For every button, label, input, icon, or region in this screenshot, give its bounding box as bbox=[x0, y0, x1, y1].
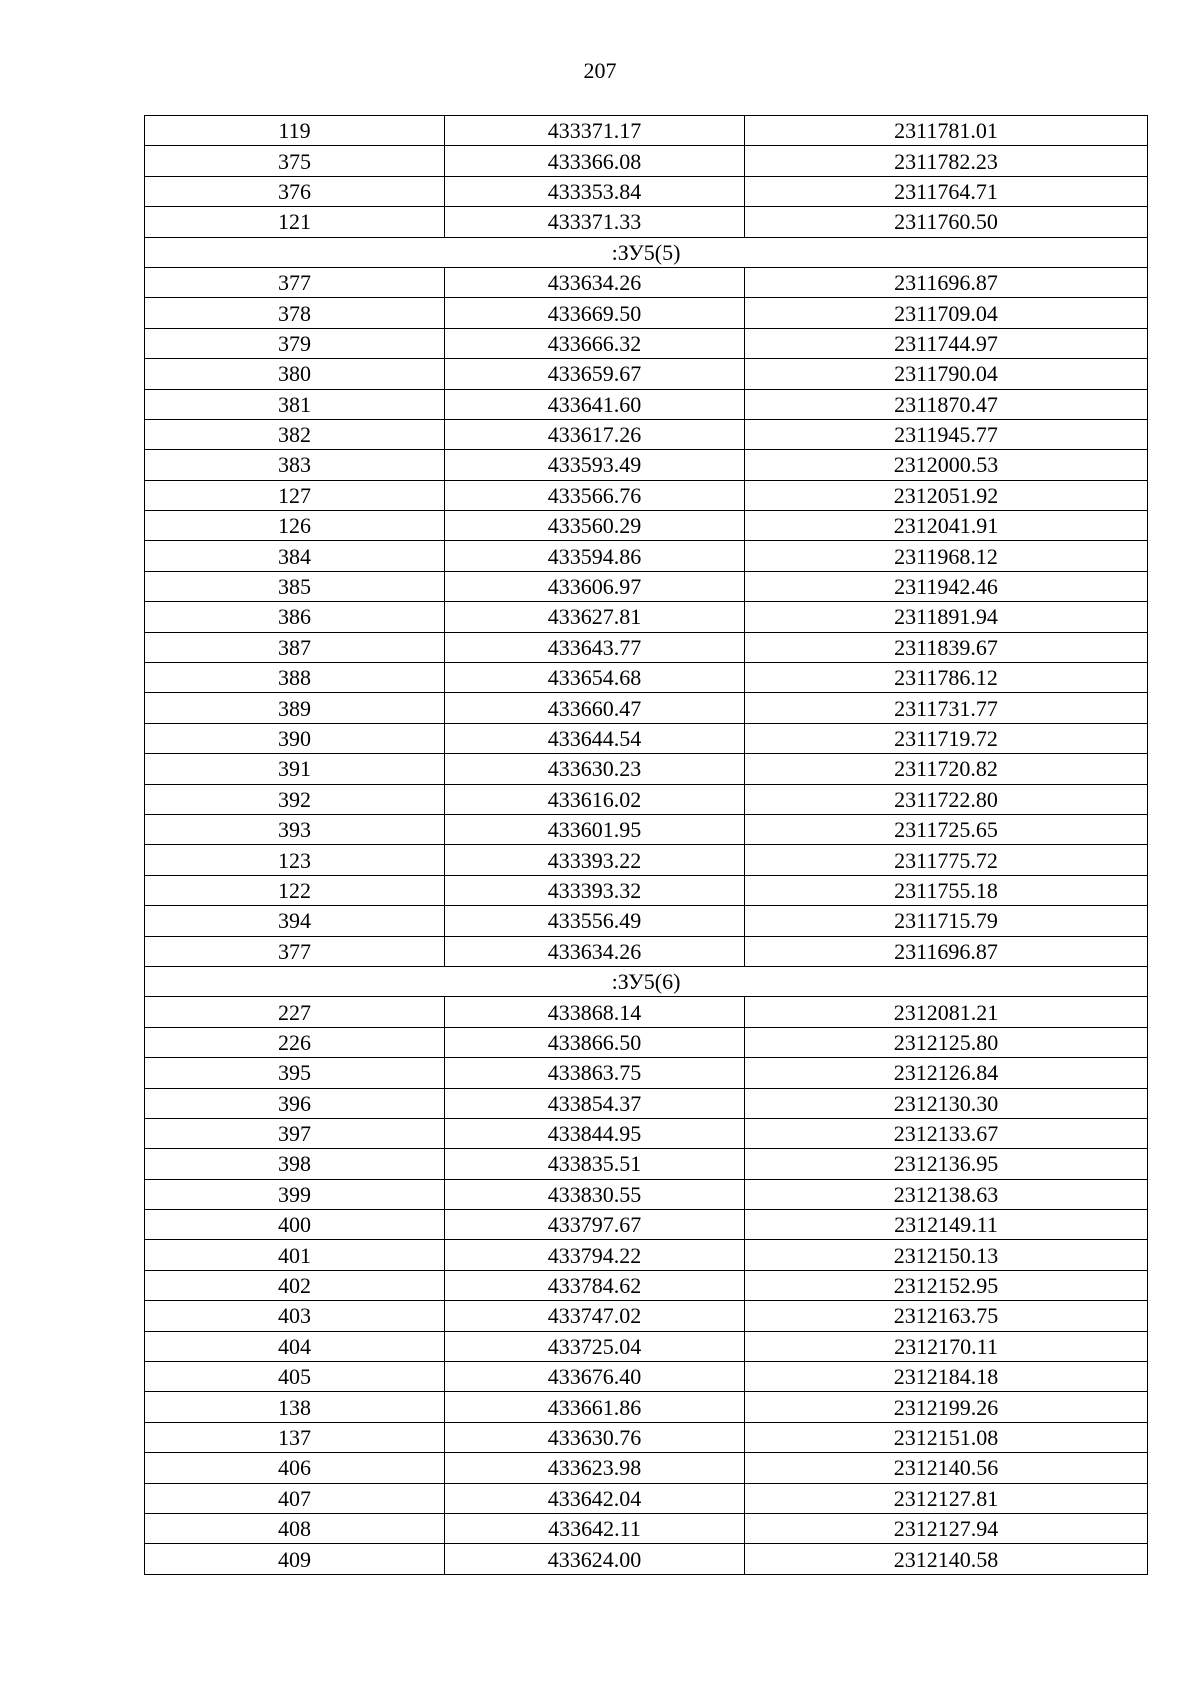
y-coordinate-cell: 2311870.47 bbox=[745, 389, 1148, 419]
table-row bbox=[145, 116, 1148, 146]
x-coordinate-cell: 433642.11 bbox=[445, 1513, 745, 1543]
table-row bbox=[145, 328, 1148, 358]
y-coordinate-cell: 2312125.80 bbox=[745, 1027, 1148, 1057]
x-coordinate-cell: 433641.60 bbox=[445, 389, 745, 419]
table-row bbox=[145, 663, 1148, 693]
page-number: 207 bbox=[583, 58, 617, 83]
y-coordinate-cell: 2312140.58 bbox=[745, 1544, 1148, 1574]
y-coordinate-cell: 2311731.77 bbox=[745, 693, 1148, 723]
x-coordinate-cell: 433661.86 bbox=[445, 1392, 745, 1422]
table-row bbox=[145, 359, 1148, 389]
x-coordinate-cell: 433659.67 bbox=[445, 359, 745, 389]
table-row bbox=[145, 784, 1148, 814]
y-coordinate-cell: 2312136.95 bbox=[745, 1149, 1148, 1179]
y-coordinate-cell: 2312138.63 bbox=[745, 1179, 1148, 1209]
table-row bbox=[145, 997, 1148, 1027]
x-coordinate-cell: 433642.04 bbox=[445, 1483, 745, 1513]
x-coordinate-cell: 433617.26 bbox=[445, 419, 745, 449]
x-coordinate-cell: 433366.08 bbox=[445, 146, 745, 176]
x-coordinate-cell: 433623.98 bbox=[445, 1453, 745, 1483]
point-number-cell: 119 bbox=[145, 116, 445, 146]
section-label: :ЗУ5(6) bbox=[145, 966, 1148, 996]
point-number-cell: 137 bbox=[145, 1422, 445, 1452]
table-row bbox=[145, 207, 1148, 237]
x-coordinate-cell: 433634.26 bbox=[445, 267, 745, 297]
table-row bbox=[145, 906, 1148, 936]
point-number-cell: 226 bbox=[145, 1027, 445, 1057]
x-coordinate-cell: 433593.49 bbox=[445, 450, 745, 480]
y-coordinate-cell: 2311696.87 bbox=[745, 267, 1148, 297]
table-row bbox=[145, 450, 1148, 480]
x-coordinate-cell: 433866.50 bbox=[445, 1027, 745, 1057]
table-row bbox=[145, 571, 1148, 601]
table-row bbox=[145, 875, 1148, 905]
table-row bbox=[145, 632, 1148, 662]
y-coordinate-cell: 2311744.97 bbox=[745, 328, 1148, 358]
point-number-cell: 377 bbox=[145, 936, 445, 966]
x-coordinate-cell: 433854.37 bbox=[445, 1088, 745, 1118]
table-row bbox=[145, 176, 1148, 206]
point-number-cell: 377 bbox=[145, 267, 445, 297]
point-number-cell: 386 bbox=[145, 602, 445, 632]
point-number-cell: 388 bbox=[145, 663, 445, 693]
y-coordinate-cell: 2311942.46 bbox=[745, 571, 1148, 601]
y-coordinate-cell: 2311945.77 bbox=[745, 419, 1148, 449]
table-row bbox=[145, 845, 1148, 875]
table-row bbox=[145, 723, 1148, 753]
x-coordinate-cell: 433634.26 bbox=[445, 936, 745, 966]
x-coordinate-cell: 433797.67 bbox=[445, 1210, 745, 1240]
x-coordinate-cell: 433725.04 bbox=[445, 1331, 745, 1361]
y-coordinate-cell: 2311755.18 bbox=[745, 875, 1148, 905]
point-number-cell: 379 bbox=[145, 328, 445, 358]
x-coordinate-cell: 433371.17 bbox=[445, 116, 745, 146]
table-row bbox=[145, 541, 1148, 571]
point-number-cell: 396 bbox=[145, 1088, 445, 1118]
table-row bbox=[145, 1118, 1148, 1148]
y-coordinate-cell: 2311781.01 bbox=[745, 116, 1148, 146]
point-number-cell: 390 bbox=[145, 723, 445, 753]
table-row bbox=[145, 1301, 1148, 1331]
x-coordinate-cell: 433353.84 bbox=[445, 176, 745, 206]
point-number-cell: 395 bbox=[145, 1058, 445, 1088]
y-coordinate-cell: 2312051.92 bbox=[745, 480, 1148, 510]
point-number-cell: 384 bbox=[145, 541, 445, 571]
table-row bbox=[145, 1027, 1148, 1057]
x-coordinate-cell: 433660.47 bbox=[445, 693, 745, 723]
x-coordinate-cell: 433630.23 bbox=[445, 754, 745, 784]
x-coordinate-cell: 433676.40 bbox=[445, 1362, 745, 1392]
point-number-cell: 387 bbox=[145, 632, 445, 662]
y-coordinate-cell: 2312184.18 bbox=[745, 1362, 1148, 1392]
table-row bbox=[145, 1240, 1148, 1270]
x-coordinate-cell: 433863.75 bbox=[445, 1058, 745, 1088]
point-number-cell: 389 bbox=[145, 693, 445, 723]
table-row bbox=[145, 1058, 1148, 1088]
table-row bbox=[145, 754, 1148, 784]
x-coordinate-cell: 433556.49 bbox=[445, 906, 745, 936]
table-row bbox=[145, 1513, 1148, 1543]
table-row bbox=[145, 1422, 1148, 1452]
y-coordinate-cell: 2311968.12 bbox=[745, 541, 1148, 571]
x-coordinate-cell: 433393.22 bbox=[445, 845, 745, 875]
point-number-cell: 383 bbox=[145, 450, 445, 480]
y-coordinate-cell: 2312126.84 bbox=[745, 1058, 1148, 1088]
table-row bbox=[145, 693, 1148, 723]
point-number-cell: 406 bbox=[145, 1453, 445, 1483]
y-coordinate-cell: 2312081.21 bbox=[745, 997, 1148, 1027]
point-number-cell: 398 bbox=[145, 1149, 445, 1179]
y-coordinate-cell: 2311782.23 bbox=[745, 146, 1148, 176]
point-number-cell: 375 bbox=[145, 146, 445, 176]
table-row bbox=[145, 480, 1148, 510]
x-coordinate-cell: 433666.32 bbox=[445, 328, 745, 358]
point-number-cell: 376 bbox=[145, 176, 445, 206]
x-coordinate-cell: 433643.77 bbox=[445, 632, 745, 662]
table-row bbox=[145, 936, 1148, 966]
x-coordinate-cell: 433747.02 bbox=[445, 1301, 745, 1331]
y-coordinate-cell: 2311839.67 bbox=[745, 632, 1148, 662]
point-number-cell: 127 bbox=[145, 480, 445, 510]
x-coordinate-cell: 433624.00 bbox=[445, 1544, 745, 1574]
x-coordinate-cell: 433835.51 bbox=[445, 1149, 745, 1179]
x-coordinate-cell: 433560.29 bbox=[445, 511, 745, 541]
point-number-cell: 122 bbox=[145, 875, 445, 905]
x-coordinate-cell: 433794.22 bbox=[445, 1240, 745, 1270]
x-coordinate-cell: 433601.95 bbox=[445, 814, 745, 844]
y-coordinate-cell: 2311790.04 bbox=[745, 359, 1148, 389]
table-row bbox=[145, 1149, 1148, 1179]
table-row bbox=[145, 1088, 1148, 1118]
point-number-cell: 407 bbox=[145, 1483, 445, 1513]
y-coordinate-cell: 2311709.04 bbox=[745, 298, 1148, 328]
point-number-cell: 403 bbox=[145, 1301, 445, 1331]
y-coordinate-cell: 2312152.95 bbox=[745, 1270, 1148, 1300]
point-number-cell: 404 bbox=[145, 1331, 445, 1361]
table-row bbox=[145, 1544, 1148, 1574]
coordinates-table bbox=[144, 115, 1148, 1575]
point-number-cell: 380 bbox=[145, 359, 445, 389]
point-number-cell: 392 bbox=[145, 784, 445, 814]
point-number-cell: 394 bbox=[145, 906, 445, 936]
point-number-cell: 385 bbox=[145, 571, 445, 601]
y-coordinate-cell: 2311760.50 bbox=[745, 207, 1148, 237]
table-row bbox=[145, 1179, 1148, 1209]
y-coordinate-cell: 2312140.56 bbox=[745, 1453, 1148, 1483]
table-row bbox=[145, 1392, 1148, 1422]
x-coordinate-cell: 433844.95 bbox=[445, 1118, 745, 1148]
y-coordinate-cell: 2311696.87 bbox=[745, 936, 1148, 966]
y-coordinate-cell: 2312127.94 bbox=[745, 1513, 1148, 1543]
table-row bbox=[145, 1362, 1148, 1392]
y-coordinate-cell: 2311786.12 bbox=[745, 663, 1148, 693]
point-number-cell: 227 bbox=[145, 997, 445, 1027]
y-coordinate-cell: 2311719.72 bbox=[745, 723, 1148, 753]
section-label: :ЗУ5(5) bbox=[145, 237, 1148, 267]
x-coordinate-cell: 433630.76 bbox=[445, 1422, 745, 1452]
x-coordinate-cell: 433594.86 bbox=[445, 541, 745, 571]
table-row bbox=[145, 814, 1148, 844]
point-number-cell: 123 bbox=[145, 845, 445, 875]
point-number-cell: 378 bbox=[145, 298, 445, 328]
y-coordinate-cell: 2311722.80 bbox=[745, 784, 1148, 814]
table-row bbox=[145, 1453, 1148, 1483]
section-header-row bbox=[145, 966, 1148, 996]
point-number-cell: 409 bbox=[145, 1544, 445, 1574]
x-coordinate-cell: 433669.50 bbox=[445, 298, 745, 328]
y-coordinate-cell: 2312199.26 bbox=[745, 1392, 1148, 1422]
x-coordinate-cell: 433627.81 bbox=[445, 602, 745, 632]
coordinates-table-body bbox=[145, 116, 1148, 1575]
y-coordinate-cell: 2312130.30 bbox=[745, 1088, 1148, 1118]
table-row bbox=[145, 298, 1148, 328]
y-coordinate-cell: 2312150.13 bbox=[745, 1240, 1148, 1270]
table-row bbox=[145, 1331, 1148, 1361]
point-number-cell: 138 bbox=[145, 1392, 445, 1422]
x-coordinate-cell: 433371.33 bbox=[445, 207, 745, 237]
x-coordinate-cell: 433616.02 bbox=[445, 784, 745, 814]
point-number-cell: 402 bbox=[145, 1270, 445, 1300]
point-number-cell: 121 bbox=[145, 207, 445, 237]
point-number-cell: 391 bbox=[145, 754, 445, 784]
table-row bbox=[145, 1210, 1148, 1240]
point-number-cell: 397 bbox=[145, 1118, 445, 1148]
x-coordinate-cell: 433566.76 bbox=[445, 480, 745, 510]
y-coordinate-cell: 2311725.65 bbox=[745, 814, 1148, 844]
table-row bbox=[145, 389, 1148, 419]
y-coordinate-cell: 2312170.11 bbox=[745, 1331, 1148, 1361]
y-coordinate-cell: 2311764.71 bbox=[745, 176, 1148, 206]
point-number-cell: 408 bbox=[145, 1513, 445, 1543]
point-number-cell: 382 bbox=[145, 419, 445, 449]
table-row bbox=[145, 146, 1148, 176]
point-number-cell: 393 bbox=[145, 814, 445, 844]
y-coordinate-cell: 2311715.79 bbox=[745, 906, 1148, 936]
x-coordinate-cell: 433654.68 bbox=[445, 663, 745, 693]
x-coordinate-cell: 433393.32 bbox=[445, 875, 745, 905]
table-row bbox=[145, 267, 1148, 297]
y-coordinate-cell: 2312149.11 bbox=[745, 1210, 1148, 1240]
table-row bbox=[145, 419, 1148, 449]
table-row bbox=[145, 1270, 1148, 1300]
y-coordinate-cell: 2312041.91 bbox=[745, 511, 1148, 541]
y-coordinate-cell: 2311775.72 bbox=[745, 845, 1148, 875]
x-coordinate-cell: 433868.14 bbox=[445, 997, 745, 1027]
x-coordinate-cell: 433644.54 bbox=[445, 723, 745, 753]
x-coordinate-cell: 433606.97 bbox=[445, 571, 745, 601]
y-coordinate-cell: 2312000.53 bbox=[745, 450, 1148, 480]
y-coordinate-cell: 2312127.81 bbox=[745, 1483, 1148, 1513]
point-number-cell: 401 bbox=[145, 1240, 445, 1270]
section-header-row bbox=[145, 237, 1148, 267]
y-coordinate-cell: 2311891.94 bbox=[745, 602, 1148, 632]
point-number-cell: 399 bbox=[145, 1179, 445, 1209]
x-coordinate-cell: 433784.62 bbox=[445, 1270, 745, 1300]
x-coordinate-cell: 433830.55 bbox=[445, 1179, 745, 1209]
y-coordinate-cell: 2312151.08 bbox=[745, 1422, 1148, 1452]
point-number-cell: 381 bbox=[145, 389, 445, 419]
y-coordinate-cell: 2312133.67 bbox=[745, 1118, 1148, 1148]
y-coordinate-cell: 2311720.82 bbox=[745, 754, 1148, 784]
y-coordinate-cell: 2312163.75 bbox=[745, 1301, 1148, 1331]
point-number-cell: 126 bbox=[145, 511, 445, 541]
table-row bbox=[145, 1483, 1148, 1513]
table-row bbox=[145, 602, 1148, 632]
point-number-cell: 400 bbox=[145, 1210, 445, 1240]
point-number-cell: 405 bbox=[145, 1362, 445, 1392]
table-row bbox=[145, 511, 1148, 541]
